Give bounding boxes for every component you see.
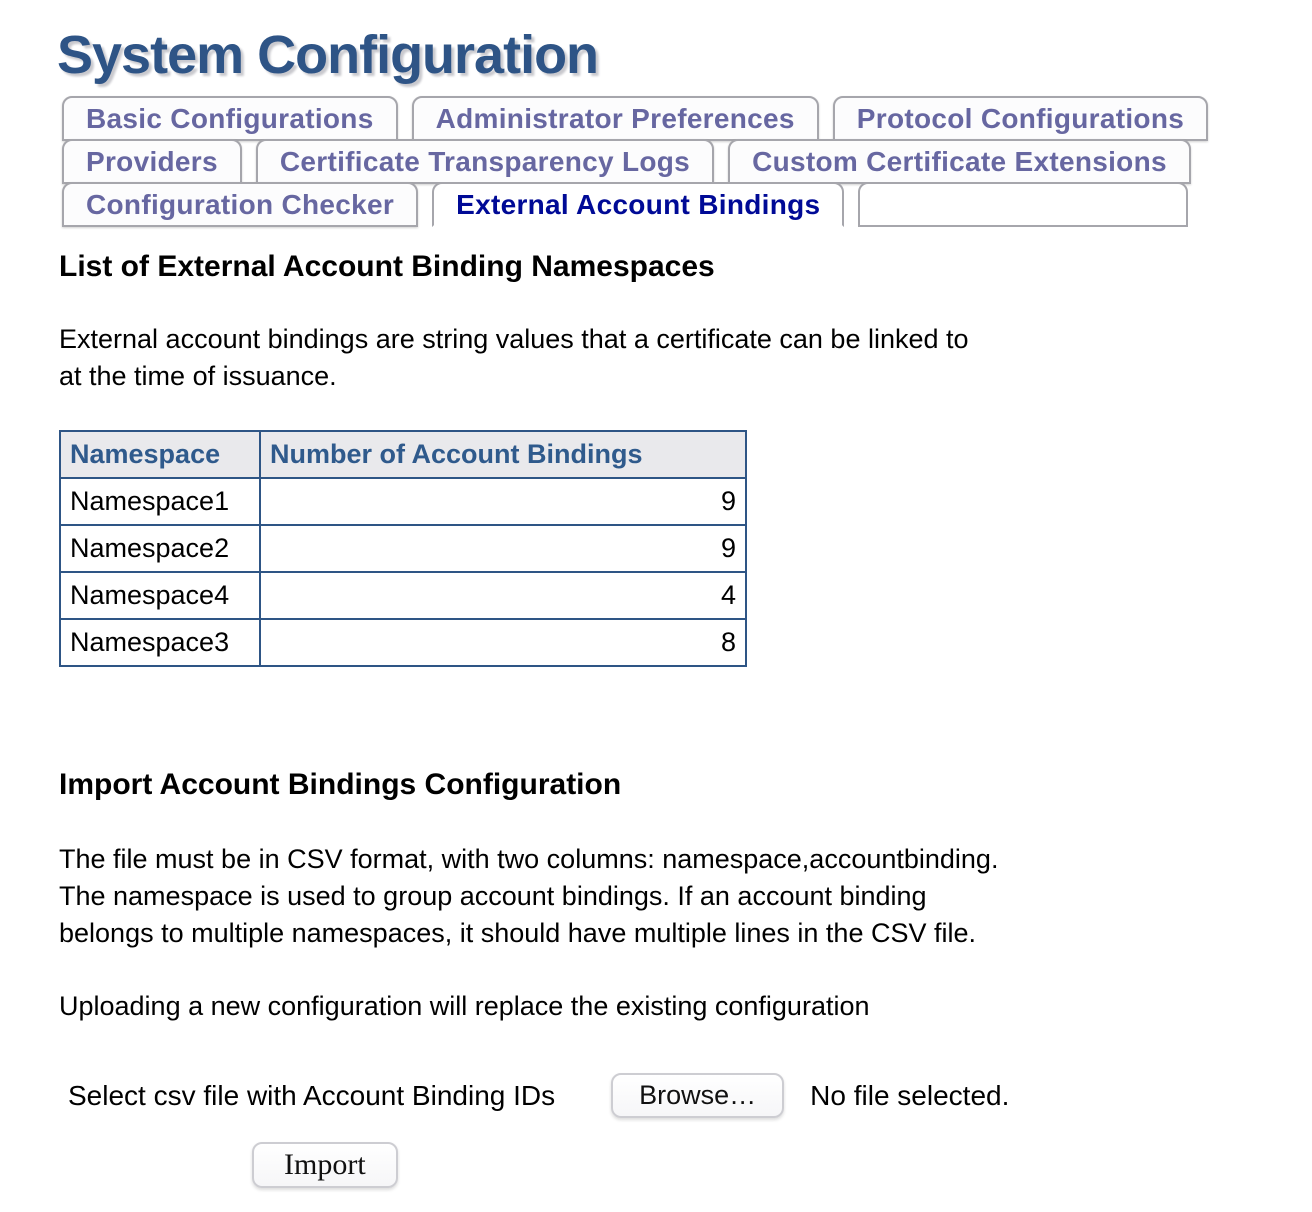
tab-configuration-checker[interactable]: Configuration Checker xyxy=(62,182,418,227)
import-section-heading: Import Account Bindings Configuration xyxy=(59,768,622,801)
column-header-namespace: Namespace xyxy=(60,431,260,478)
namespace-cell: Namespace3 xyxy=(60,619,260,666)
tab-providers[interactable]: Providers xyxy=(62,139,242,184)
namespaces-description-line-1: External account bindings are string values that a certificate can be linked to xyxy=(59,324,969,354)
csv-file-label: Select csv file with Account Binding IDs xyxy=(68,1079,556,1111)
tab-external-account-bindings[interactable]: External Account Bindings xyxy=(432,182,844,227)
import-description-line-2: The namespace is used to group account bindings. If an account binding xyxy=(59,881,927,911)
tab-protocol-configurations[interactable]: Protocol Configurations xyxy=(833,96,1208,141)
tab-strip xyxy=(62,96,1312,227)
tab-administrator-preferences[interactable]: Administrator Preferences xyxy=(412,96,819,141)
namespaces-description-line-2: at the time of issuance. xyxy=(59,361,337,391)
bindings-count-cell: 9 xyxy=(260,478,746,525)
table-row xyxy=(60,478,746,525)
table-row xyxy=(60,572,746,619)
import-description xyxy=(59,841,1312,952)
namespaces-table-header-row xyxy=(60,431,746,478)
table-row xyxy=(60,525,746,572)
namespaces-description xyxy=(59,321,1312,395)
no-file-selected-text: No file selected. xyxy=(810,1079,1010,1111)
tab-row-2 xyxy=(62,139,1312,184)
bindings-count-cell: 8 xyxy=(260,619,746,666)
csv-file-picker-row xyxy=(68,1073,1312,1118)
replace-configuration-note: Uploading a new configuration will replace the existing configuration xyxy=(59,991,870,1021)
namespaces-table xyxy=(59,430,747,667)
tab-certificate-transparency-logs[interactable]: Certificate Transparency Logs xyxy=(256,139,714,184)
table-row xyxy=(60,619,746,666)
namespace-cell: Namespace2 xyxy=(60,525,260,572)
namespace-cell: Namespace1 xyxy=(60,478,260,525)
tab-basic-configurations[interactable]: Basic Configurations xyxy=(62,96,398,141)
bindings-count-cell: 4 xyxy=(260,572,746,619)
column-header-number-of-account-bindings: Number of Account Bindings xyxy=(260,431,746,478)
tab-custom-certificate-extensions[interactable]: Custom Certificate Extensions xyxy=(728,139,1191,184)
tab-row-1 xyxy=(62,96,1312,141)
tab-strip-filler xyxy=(858,182,1188,227)
tab-row-3 xyxy=(62,182,1312,227)
import-button[interactable]: Import xyxy=(252,1142,398,1188)
browse-button[interactable]: Browse… xyxy=(611,1073,784,1118)
bindings-count-cell: 9 xyxy=(260,525,746,572)
page-title: System Configuration xyxy=(57,25,599,85)
namespace-cell: Namespace4 xyxy=(60,572,260,619)
import-description-line-3: belongs to multiple namespaces, it should have multiple lines in the CSV file. xyxy=(59,918,976,948)
namespaces-section-heading: List of External Account Binding Namespaces xyxy=(59,250,715,283)
import-description-line-1: The file must be in CSV format, with two columns: namespace,accountbinding. xyxy=(59,844,999,874)
